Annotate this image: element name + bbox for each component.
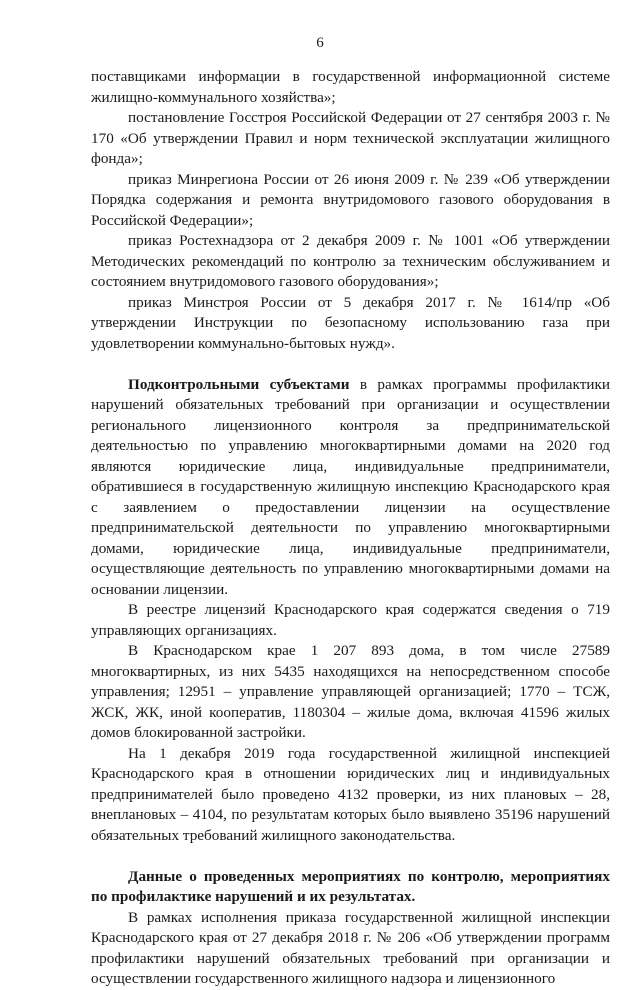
paragraph: поставщиками информации в государственной информационной системе жилищно-коммунального хозяйства»; [91, 68, 610, 106]
paragraph: постановление Госстроя Российской Федерации от 27 сентября 2003 г. № 170 «Об утверждении Правил и норм технической эксплуатации жилищного фонда»; [91, 109, 610, 167]
paragraph: На 1 декабря 2019 года государственной жилищной инспекцией Краснодарского края в отношении юридических лиц и индивидуальных предпринимателей было проведено 4132 проверки, из них плановых – 28, внеплановых – 4104, по результатам которых было выявлено 35196 нарушений обязательных требований жилищного законодательства. [91, 744, 610, 844]
paragraph: В Краснодарском крае 1 207 893 дома, в том числе 27589 многоквартирных, из них 5435 находящихся на непосредственном способе управления; 12951 – управление управляющей организацией; 1770 – ТСЖ, ЖСК, ЖК, иной кооператив, 1180304 – жилые дома, включая 41596 жилых домов блокированной застройки. [91, 642, 610, 741]
page-number: 6 [316, 35, 324, 51]
bold-lead: Подконтрольными субъектами [128, 375, 350, 393]
paragraph: приказ Минрегиона России от 26 июня 2009 г. № 239 «Об утверждении Порядка содержания и ремонта внутридомового газового оборудования в Российской Федерации»; [91, 170, 610, 229]
paragraph: В рамках исполнения приказа государственной жилищной инспекции Краснодарского края от 27 декабря 2018 г. № 206 «Об утверждении программ профилактики нарушений обязательных требований при организации и осуществлении государственного жилищного надзора и лицензионного [91, 908, 610, 987]
paragraph-gap [91, 846, 610, 867]
paragraph: приказ Ростехнадзора от 2 декабря 2009 г. № 1001 «Об утверждении Методических рекомендаций по контролю за техническим обслуживанием и состоянием внутридомового газового оборудования»; [91, 232, 610, 290]
paragraph-text: в рамках программы профилактики нарушений обязательных требований при организации и осуществлении регионального лицензионного контроля за предпринимательской деятельностью по управлению многоквартирными домами на 2020 год являются юридические лица, индивидуальные предприниматели, обратившиеся в государственную жилищную инспекцию Краснодарского края с заявлением о предоставлении лицензии на осуществление предпринимательской деятельности по управлению многоквартирными домами, юридические лица, индивидуальные предприниматели, осуществляющие деятельность по управлению многоквартирными домами на основании лицензии. [91, 375, 610, 598]
paragraph: приказ Минстроя России от 5 декабря 2017 г. № 1614/пр «Об утверждении Инструкции по безопасному использованию газа при удовлетворении коммунально-бытовых нужд». [91, 293, 610, 352]
paragraph: В реестре лицензий Краснодарского края содержатся сведения о 719 управляющих организациях. [91, 601, 610, 639]
section-heading: Данные о проведенных мероприятиях по контролю, мероприятиях по профилактике нарушений и их результатах. [91, 867, 610, 905]
document-body [91, 67, 610, 990]
paragraph-gap [91, 354, 610, 375]
paragraph [91, 375, 610, 601]
